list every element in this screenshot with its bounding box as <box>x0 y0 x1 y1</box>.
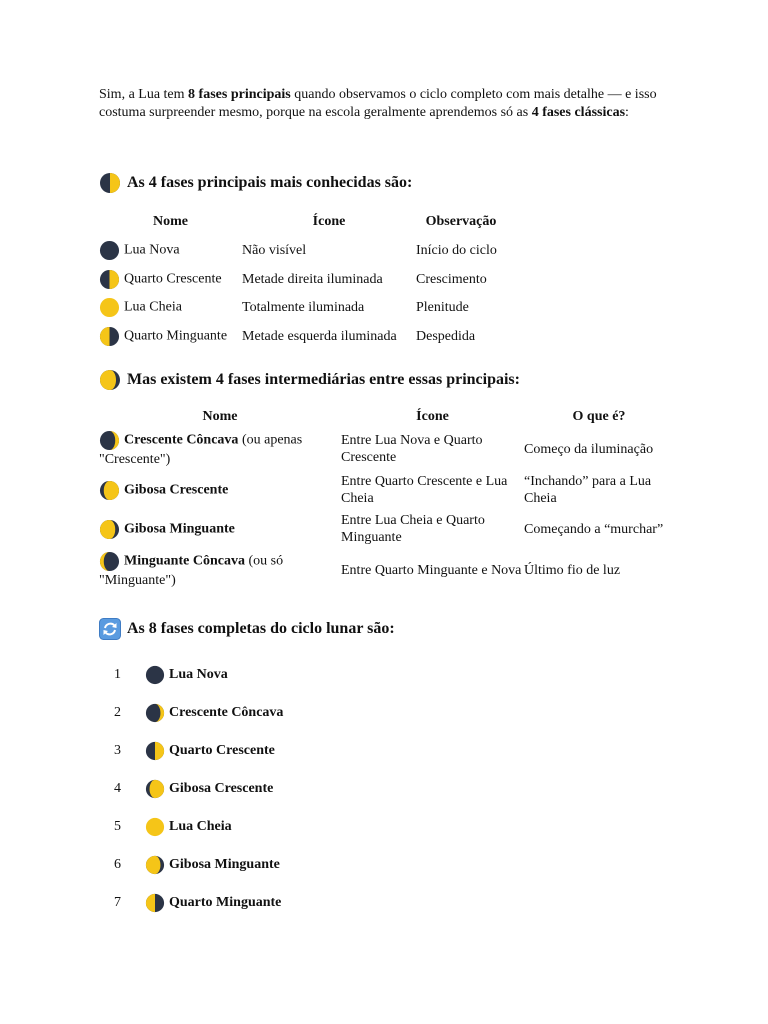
intro-bold-2: 4 fases clássicas <box>531 105 626 120</box>
list-number: 2 <box>114 705 121 720</box>
phase-name-cell <box>99 322 242 351</box>
first-quarter-moon-icon <box>145 741 165 761</box>
phase-name: Gibosa Minguante <box>124 521 235 537</box>
phase-note: Despedida <box>416 328 476 344</box>
phase-name-cell <box>99 510 341 548</box>
waxing-gibbous-moon-icon <box>99 480 120 501</box>
phase-name-cell <box>99 470 341 510</box>
phase-name: Lua Cheia <box>124 299 182 315</box>
section2-heading <box>99 369 520 391</box>
section2-heading-text: Mas existem 4 fases intermediárias entre essas principais: <box>127 371 520 388</box>
section1-heading <box>99 172 412 194</box>
list-number: 3 <box>114 743 121 758</box>
list-label: Crescente Côncava <box>169 705 284 720</box>
table-row <box>99 237 506 266</box>
list-label: Quarto Minguante <box>169 895 282 910</box>
phase-name-cell <box>99 428 341 470</box>
intro-text-1: Sim, a Lua tem <box>99 87 189 102</box>
phase-name-cell <box>99 237 242 266</box>
list-item <box>99 732 283 770</box>
list-item <box>99 846 283 884</box>
phase-name: Gibosa Crescente <box>124 482 229 498</box>
table-row <box>99 294 506 323</box>
table-header-row <box>99 406 674 428</box>
intro-bold-1: 8 fases principais <box>188 87 291 102</box>
phase-desc: Totalmente iluminada <box>242 300 365 316</box>
list-item <box>99 808 283 846</box>
table-header-row <box>99 208 506 237</box>
col-header-icone: Ícone <box>416 409 449 424</box>
phase-note: Início do ciclo <box>416 243 497 259</box>
list-label: Lua Nova <box>169 667 228 682</box>
section3-heading <box>99 618 395 640</box>
phase-note: Plenitude <box>416 300 469 316</box>
section3-heading-text: As 8 fases completas do ciclo lunar são: <box>127 620 395 637</box>
table-row <box>99 510 674 548</box>
col-header-nome: Nome <box>202 409 238 424</box>
phase-name: Crescente Côncava <box>124 432 239 448</box>
col-header-o-que-e: O que é? <box>572 409 626 424</box>
phase-desc: Não visível <box>242 243 307 259</box>
intro-text-2: quando observamos o ciclo completo com mais detalhe — e isso costuma surpreender mesmo, porque na escola geralmente aprendemos só as <box>99 87 657 120</box>
waxing-crescent-moon-icon <box>145 703 165 723</box>
phase-name-extra: (ou apenas "Crescente") <box>99 432 303 467</box>
last-quarter-moon-icon <box>145 893 165 913</box>
table-row <box>99 548 674 592</box>
first-quarter-moon-icon <box>99 172 121 194</box>
last-quarter-moon-icon <box>99 326 120 347</box>
phase-name: Lua Nova <box>124 242 180 258</box>
list-number: 1 <box>114 667 121 682</box>
phase-name: Minguante Côncava <box>124 553 245 569</box>
col-header-nome: Nome <box>153 214 188 230</box>
intro-text-3: : <box>625 105 629 120</box>
section1-heading-text: As 4 fases principais mais conhecidas são: <box>127 174 413 191</box>
waning-gibbous-moon-icon <box>99 519 120 540</box>
table-row <box>99 428 674 470</box>
phase-desc: Entre Lua Cheia e Quarto Minguante <box>341 513 485 545</box>
col-header-observacao: Observação <box>425 214 497 230</box>
main-phases-table <box>99 208 506 351</box>
phase-desc: Entre Quarto Crescente e Lua Cheia <box>341 474 508 506</box>
phase-name: Quarto Crescente <box>124 271 222 287</box>
cycle-arrows-icon <box>99 618 121 640</box>
new-moon-icon <box>99 240 120 261</box>
phase-desc: Entre Quarto Minguante e Nova <box>341 562 522 578</box>
table-row <box>99 470 674 510</box>
list-label: Lua Cheia <box>169 819 232 834</box>
full-moon-icon <box>99 297 120 318</box>
phase-what: “Inchando” para a Lua Cheia <box>524 474 652 506</box>
table-row <box>99 322 506 351</box>
waxing-gibbous-moon-icon <box>145 779 165 799</box>
lunar-cycle-list <box>99 656 283 922</box>
list-item <box>99 656 283 694</box>
phase-name-cell <box>99 294 242 323</box>
first-quarter-moon-icon <box>99 269 120 290</box>
phase-name-extra: (ou só "Minguante") <box>99 553 284 588</box>
phase-what: Começo da iluminação <box>524 441 654 457</box>
waxing-crescent-moon-icon <box>99 430 120 451</box>
phase-what: Último fio de luz <box>524 562 621 578</box>
phase-what: Começando a “murchar” <box>524 521 664 537</box>
waning-gibbous-moon-icon <box>99 369 121 391</box>
list-number: 7 <box>114 895 121 910</box>
list-label: Gibosa Minguante <box>169 857 280 872</box>
phase-note: Crescimento <box>416 271 487 287</box>
phase-desc: Entre Lua Nova e Quarto Crescente <box>341 433 483 465</box>
col-header-icone: Ícone <box>312 214 346 230</box>
waning-gibbous-moon-icon <box>145 855 165 875</box>
list-number: 5 <box>114 819 121 834</box>
document-page <box>99 86 679 910</box>
waning-crescent-moon-icon <box>99 551 120 572</box>
full-moon-icon <box>145 817 165 837</box>
list-item <box>99 884 283 922</box>
phase-name: Quarto Minguante <box>124 328 228 344</box>
phase-desc: Metade direita iluminada <box>242 271 383 287</box>
list-label: Gibosa Crescente <box>169 781 274 796</box>
list-item <box>99 694 283 732</box>
list-label: Quarto Crescente <box>169 743 275 758</box>
list-number: 6 <box>114 857 121 872</box>
phase-name-cell <box>99 548 341 592</box>
phase-desc: Metade esquerda iluminada <box>242 328 397 344</box>
intermediate-phases-table <box>99 406 674 592</box>
table-row <box>99 265 506 294</box>
new-moon-icon <box>145 665 165 685</box>
list-number: 4 <box>114 781 121 796</box>
list-item <box>99 770 283 808</box>
phase-name-cell <box>99 265 242 294</box>
intro-paragraph <box>99 86 679 122</box>
